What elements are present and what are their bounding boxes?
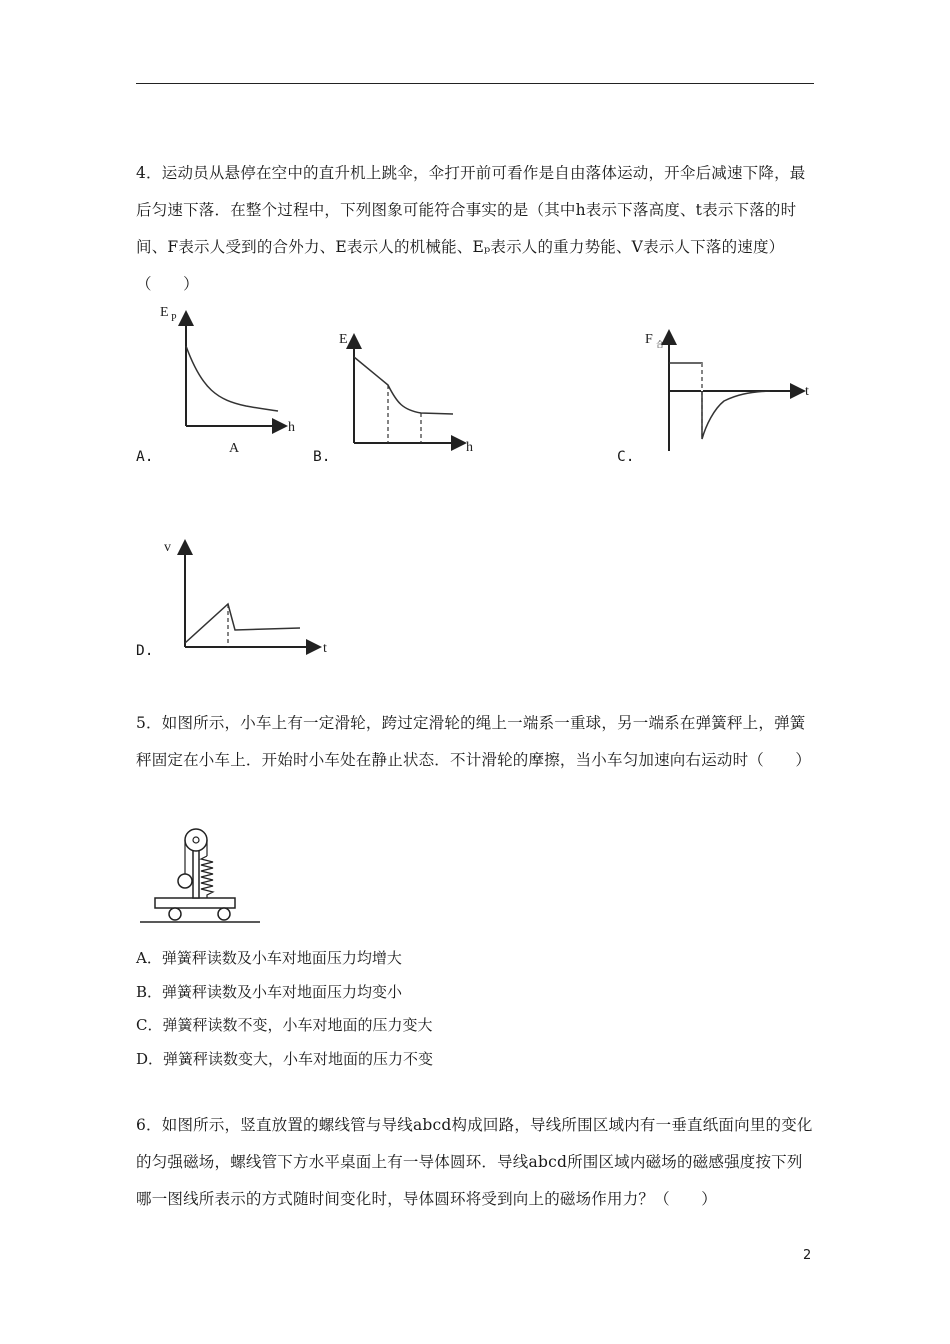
- q5-choice-b: B．弹簧秤读数及小车对地面压力均变小: [136, 983, 403, 1001]
- graph-b-ylabel: E: [339, 332, 348, 347]
- graph-b: [335, 325, 485, 460]
- option-d-label: D.: [136, 643, 154, 659]
- graph-a: [150, 300, 310, 460]
- graph-d: [160, 535, 340, 655]
- question-5-text: 5．如图所示，小车上有一定滑轮，跨过定滑轮的绳上一端系一重球，另一端系在弹簧秤上，弹簧秤固定在小车上．开始时小车处在静止状态．不计滑轮的摩擦，当小车匀加速向右运动时（ ）: [136, 714, 812, 769]
- header-rule: [136, 83, 814, 84]
- graph-d-ylabel: v: [164, 540, 171, 555]
- graph-c-ysub: 合: [656, 340, 664, 349]
- option-b-label: B.: [313, 449, 331, 465]
- graph-d-xlabel: t: [323, 641, 327, 656]
- cart-pulley-figure: [135, 820, 265, 930]
- graph-c-ylabel: F: [645, 332, 653, 347]
- graph-a-ysub: P: [171, 313, 177, 324]
- page-number: 2: [803, 1248, 812, 1263]
- option-a-label: A.: [136, 449, 154, 465]
- question-4-text: 4．运动员从悬停在空中的直升机上跳伞，伞打开前可看作是自由落体运动，开伞后减速下降，最后匀速下落．在整个过程中，下列图象可能符合事实的是（其中h表示下落高度、t表示下落的时间、F表示人受到的合外力、E表示人的机械能、Eₚ表示人的重力势能、V表示人下落的速度）（ ）: [136, 164, 806, 293]
- q5-choice-c: C．弹簧秤读数不变，小车对地面的压力变大: [136, 1016, 433, 1034]
- graph-a-caption: A: [229, 441, 240, 456]
- graph-a-xlabel: h: [288, 420, 295, 435]
- graph-a-ylabel: E: [160, 305, 169, 320]
- graph-b-xlabel: h: [466, 440, 473, 455]
- question-6-text: 6．如图所示，竖直放置的螺线管与导线abcd构成回路，导线所围区域内有一垂直纸面向里的变化的匀强磁场，螺线管下方水平桌面上有一导体圆环．导线abcd所围区域内磁场的磁感强度按下列哪一图线所表示的方式随时间变化时，导体圆环将受到向上的磁场作用力？（ ）: [136, 1116, 813, 1208]
- graph-c-xlabel: t: [805, 384, 809, 399]
- option-c-label: C.: [617, 449, 635, 465]
- q5-choice-d: D．弹簧秤读数变大，小车对地面的压力不变: [136, 1050, 434, 1068]
- graph-c: [640, 325, 820, 455]
- q5-choice-a: A．弹簧秤读数及小车对地面压力均增大: [136, 949, 402, 967]
